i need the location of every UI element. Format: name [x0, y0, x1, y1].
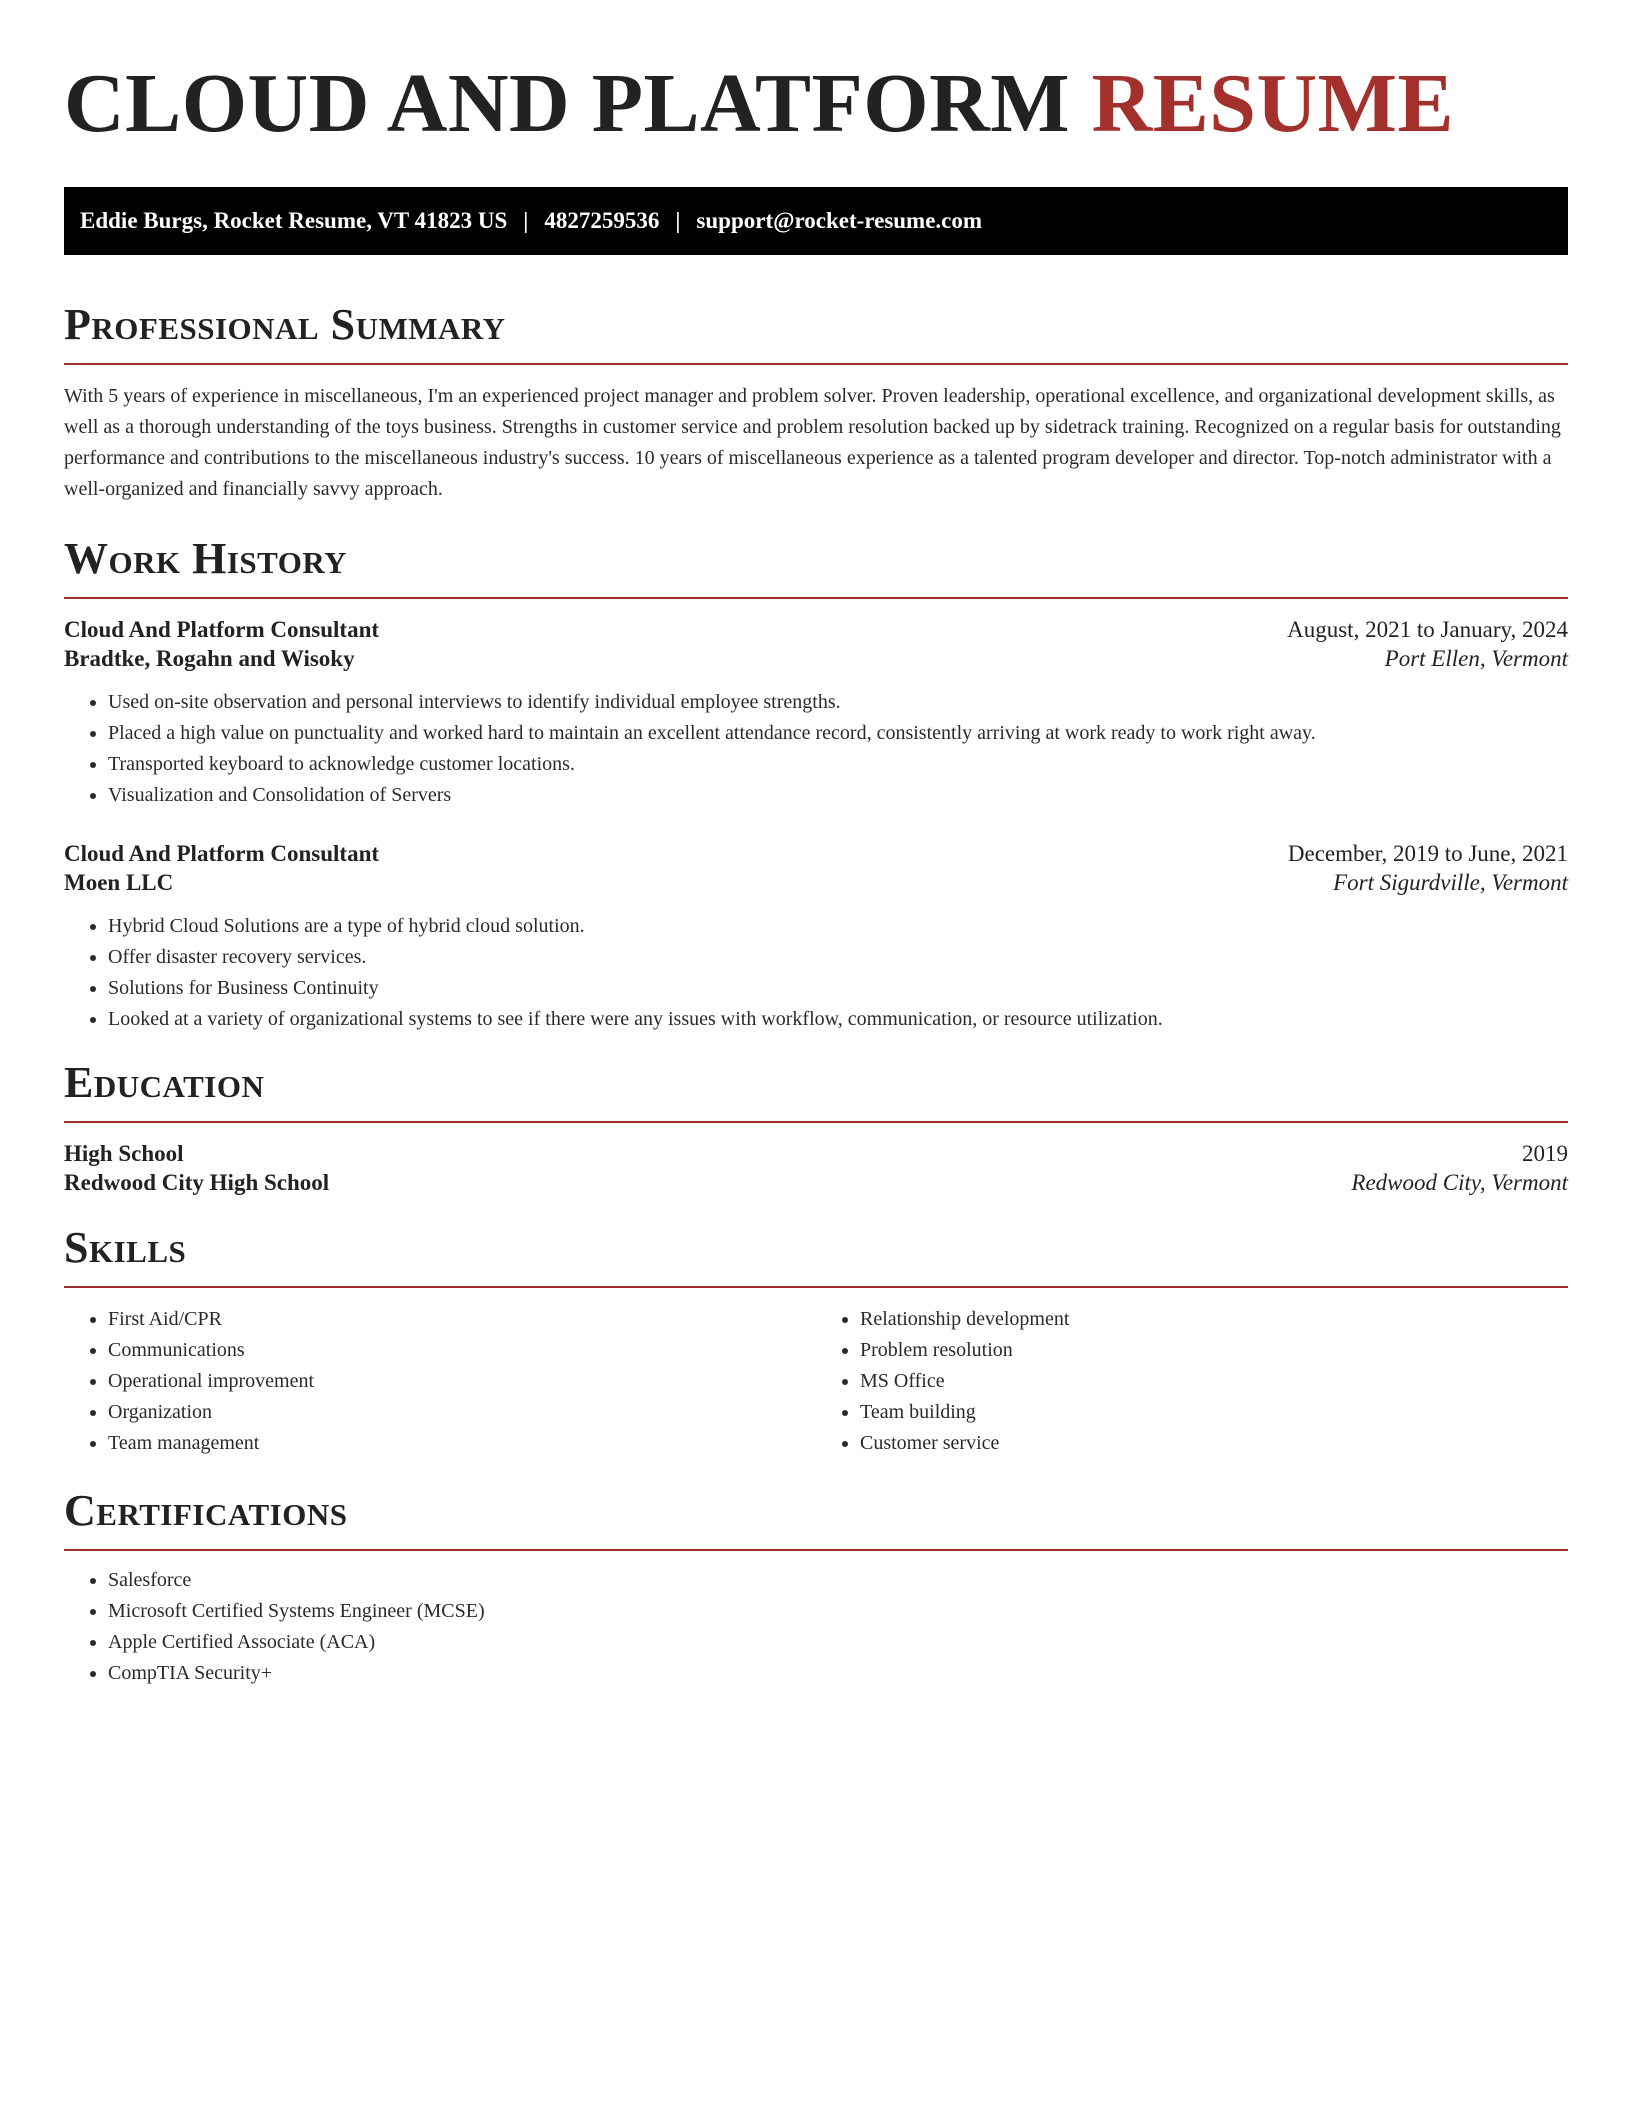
- list-item: • CompTIA Security+: [108, 1658, 1568, 1689]
- list-item: • Customer service: [860, 1428, 1568, 1459]
- education-year: 2019: [1522, 1141, 1568, 1166]
- skills-list-right: [816, 1304, 1568, 1459]
- list-item: • Offer disaster recovery services.: [108, 942, 1568, 973]
- list-item: • Team building: [860, 1397, 1568, 1428]
- summary-text: With 5 years of experience in miscellaneous, I'm an experienced project manager and problem solver. Proven leadership, operational excellence, and organizational development skills, as well as a thorough understanding of the toys business. Strengths in customer service and problem resolution backed up by sidetrack training. Recognized on a regular basis for outstanding performance and contributions to the miscellaneous industry's success. 10 years of miscellaneous experience as a talented program developer and director. Top-notch administrator with a well-organized and financially savvy approach.: [64, 385, 1561, 500]
- job-title: Cloud And Platform Consultant: [64, 617, 380, 642]
- list-item: • MS Office: [860, 1366, 1568, 1397]
- list-item: • Looked at a variety of organizational systems to see if there were any issues with workflow, communication, or resource utilization.: [108, 1004, 1568, 1035]
- job-bullets: [64, 911, 1568, 1035]
- education-location: Redwood City, Vermont: [1351, 1170, 1568, 1195]
- job-company-row: [64, 646, 1568, 672]
- skills-grid: [64, 1304, 1568, 1459]
- list-item: • First Aid/CPR: [108, 1304, 816, 1335]
- certifications-list: [64, 1565, 1568, 1689]
- list-item: • Salesforce: [108, 1565, 1568, 1596]
- job-location: Port Ellen, Vermont: [1384, 646, 1568, 671]
- skills-list-left: [64, 1304, 816, 1459]
- job-dates: August, 2021 to January, 2024: [1287, 617, 1568, 642]
- job-entry: [64, 841, 1568, 1035]
- list-item: • Transported keyboard to acknowledge customer locations.: [108, 749, 1568, 780]
- section-heading-work: Work History: [64, 534, 348, 583]
- contact-phone: 4827259536: [544, 208, 660, 233]
- education-degree-row: [64, 1141, 1568, 1167]
- section-heading-skills: Skills: [64, 1223, 187, 1272]
- list-item: • Operational improvement: [108, 1366, 816, 1397]
- work-history-section: [64, 533, 1568, 1035]
- summary-section: [64, 299, 1568, 505]
- section-divider: [64, 363, 1568, 365]
- list-item: • Relationship development: [860, 1304, 1568, 1335]
- job-title: Cloud And Platform Consultant: [64, 841, 380, 866]
- list-item: • Used on-site observation and personal interviews to identify individual employee strengths.: [108, 687, 1568, 718]
- list-item: • Problem resolution: [860, 1335, 1568, 1366]
- title-accent: RESUME: [1091, 57, 1454, 150]
- job-company-row: [64, 870, 1568, 896]
- list-item: • Communications: [108, 1335, 816, 1366]
- job-header-row: [64, 841, 1568, 867]
- list-item: • Visualization and Consolidation of Servers: [108, 780, 1568, 811]
- job-company: Bradtke, Rogahn and Wisoky: [64, 646, 355, 671]
- contact-separator: |: [675, 208, 681, 233]
- skills-section: [64, 1222, 1568, 1459]
- education-section: [64, 1057, 1568, 1196]
- list-item: • Team management: [108, 1428, 816, 1459]
- education-school: Redwood City High School: [64, 1170, 330, 1195]
- resume-title: [64, 56, 1568, 152]
- title-main: CLOUD AND PLATFORM: [64, 57, 1071, 150]
- contact-bar: [64, 187, 1568, 255]
- job-dates: December, 2019 to June, 2021: [1287, 841, 1568, 866]
- job-header-row: [64, 617, 1568, 643]
- job-location: Fort Sigurdville, Vermont: [1333, 870, 1568, 895]
- job-bullets: [64, 687, 1568, 811]
- section-divider: [64, 1549, 1568, 1551]
- list-item: • Solutions for Business Continuity: [108, 973, 1568, 1004]
- section-divider: [64, 597, 1568, 599]
- education-degree: High School: [64, 1141, 184, 1166]
- job-company: Moen LLC: [64, 870, 174, 895]
- list-item: • Placed a high value on punctuality and worked hard to maintain an excellent attendance record, consistently arriving at work ready to work right away.: [108, 718, 1568, 749]
- list-item: • Microsoft Certified Systems Engineer (MCSE): [108, 1596, 1568, 1627]
- contact-separator: |: [523, 208, 529, 233]
- certifications-section: [64, 1485, 1568, 1689]
- section-heading-certifications: Certifications: [64, 1486, 348, 1535]
- list-item: • Organization: [108, 1397, 816, 1428]
- section-divider: [64, 1286, 1568, 1288]
- list-item: • Apple Certified Associate (ACA): [108, 1627, 1568, 1658]
- education-school-row: [64, 1170, 1568, 1196]
- section-heading-education: Education: [64, 1058, 265, 1107]
- contact-address: Eddie Burgs, Rocket Resume, VT 41823 US: [80, 208, 508, 233]
- section-divider: [64, 1121, 1568, 1123]
- list-item: • Hybrid Cloud Solutions are a type of hybrid cloud solution.: [108, 911, 1568, 942]
- job-entry: [64, 617, 1568, 811]
- section-heading-summary: Professional Summary: [64, 300, 506, 349]
- contact-email[interactable]: support@rocket-resume.com: [696, 208, 983, 233]
